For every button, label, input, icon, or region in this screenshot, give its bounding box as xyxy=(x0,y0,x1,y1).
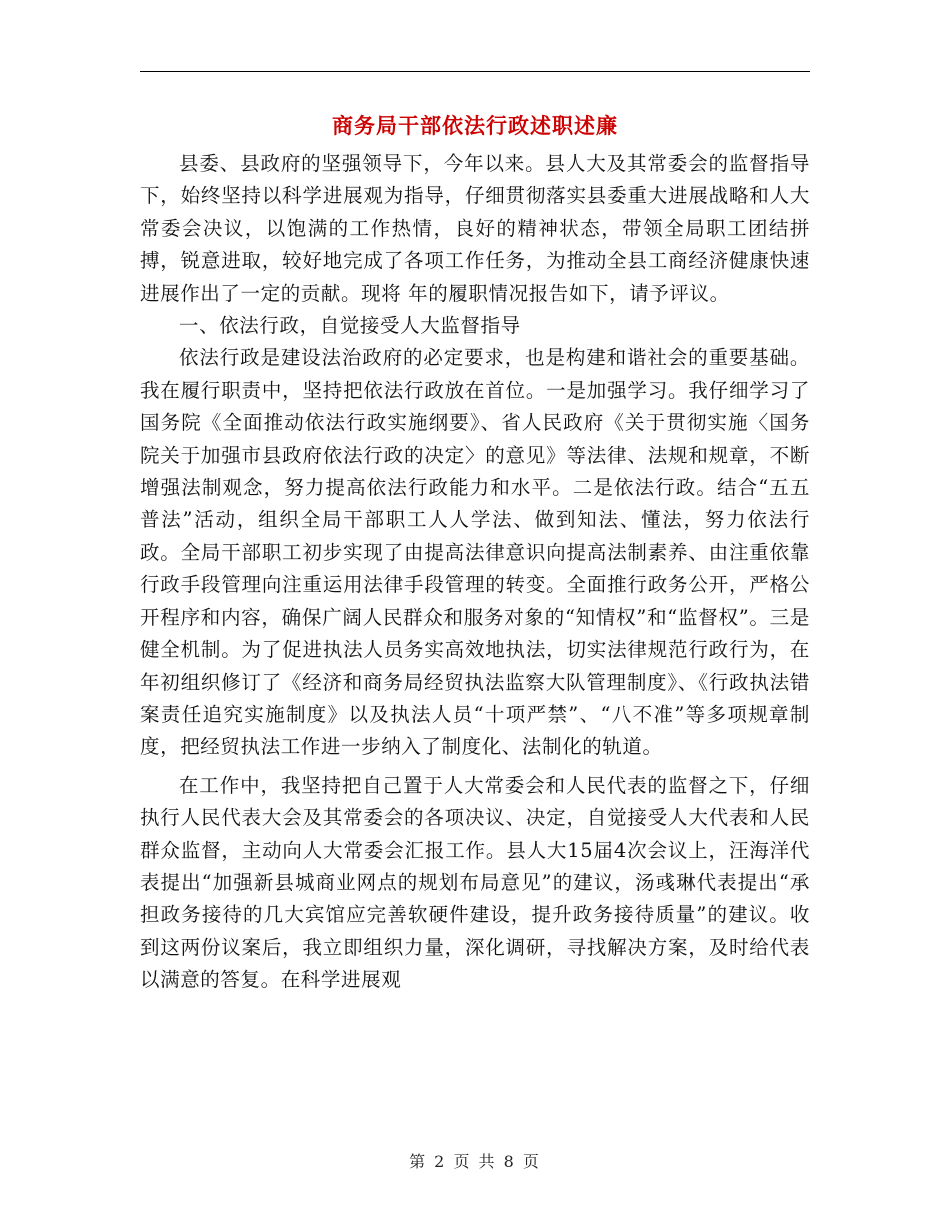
section-heading-1: 一、依法行政，自觉接受人大监督指导 xyxy=(179,314,521,338)
document-title: 商务局干部依法行政述职述廉 xyxy=(332,113,618,138)
paragraph-intro: 县委、县政府的坚强领导下，今年以来。县人大及其常委会的监督指导下，始终坚持以科学进展观为指导，仔细贯彻落实县委重大进展战略和人大常委会决议，以饱满的工作热情，良好的精神状态，带领全局职工团结拼搏，锐意进取，较好地完成了各项工作任务，为推动全县工商经济健康快速进展作出了一定的贡献。现将 年的履职情况报告如下，请予评议。 xyxy=(140,152,810,305)
document-body xyxy=(140,148,810,997)
paragraph-supervision: 在工作中，我坚持把自己置于人大常委会和人民代表的监督之下，仔细执行人民代表大会及其常委会的各项决议、决定，自觉接受人大代表和人民群众监督，主动向人大常委会汇报工作。县人大15届4次会议上，汪海洋代表提出“加强新县城商业网点的规划布局意见”的建议，汤彧琳代表提出“承担政务接待的几大宾馆应完善软硬件建设，提升政务接待质量”的建议。收到这两份议案后，我立即组织力量，深化调研，寻找解决方案，及时给代表以满意的答复。在科学进展观 xyxy=(140,773,810,992)
page-footer: 第 2 页 共 8 页 xyxy=(409,1152,541,1171)
paragraph-law-administration: 依法行政是建设法治政府的必定要求，也是构建和谐社会的重要基础。我在履行职责中，坚持把依法行政放在首位。一是加强学习。我仔细学习了国务院《全面推动依法行政实施纲要》、省人民政府《关于贯彻实施〈国务院关于加强市县政府依法行政的决定〉的意见》等法律、法规和规章，不断增强法制观念，努力提高依法行政能力和水平。二是依法行政。结合“五五普法”活动，组织全局干部职工人人学法、做到知法、懂法，努力依法行政。全局干部职工初步实现了由提高法律意识向提高法制素养、由注重依靠行政手段管理向注重运用法律手段管理的转变。全面推行政务公开，严格公开程序和内容，确保广阔人民群众和服务对象的“知情权”和“监督权”。三是健全机制。为了促进执法人员务实高效地执法，切实法律规范行政行为，在年初组织修订了《经济和商务局经贸执法监察大队管理制度》、《行政执法错案责任追究实施制度》以及执法人员“十项严禁”、“八不准”等多项规章制度，把经贸执法工作进一步纳入了制度化、法制化的轨道。 xyxy=(140,346,810,759)
header-rule xyxy=(140,71,810,72)
